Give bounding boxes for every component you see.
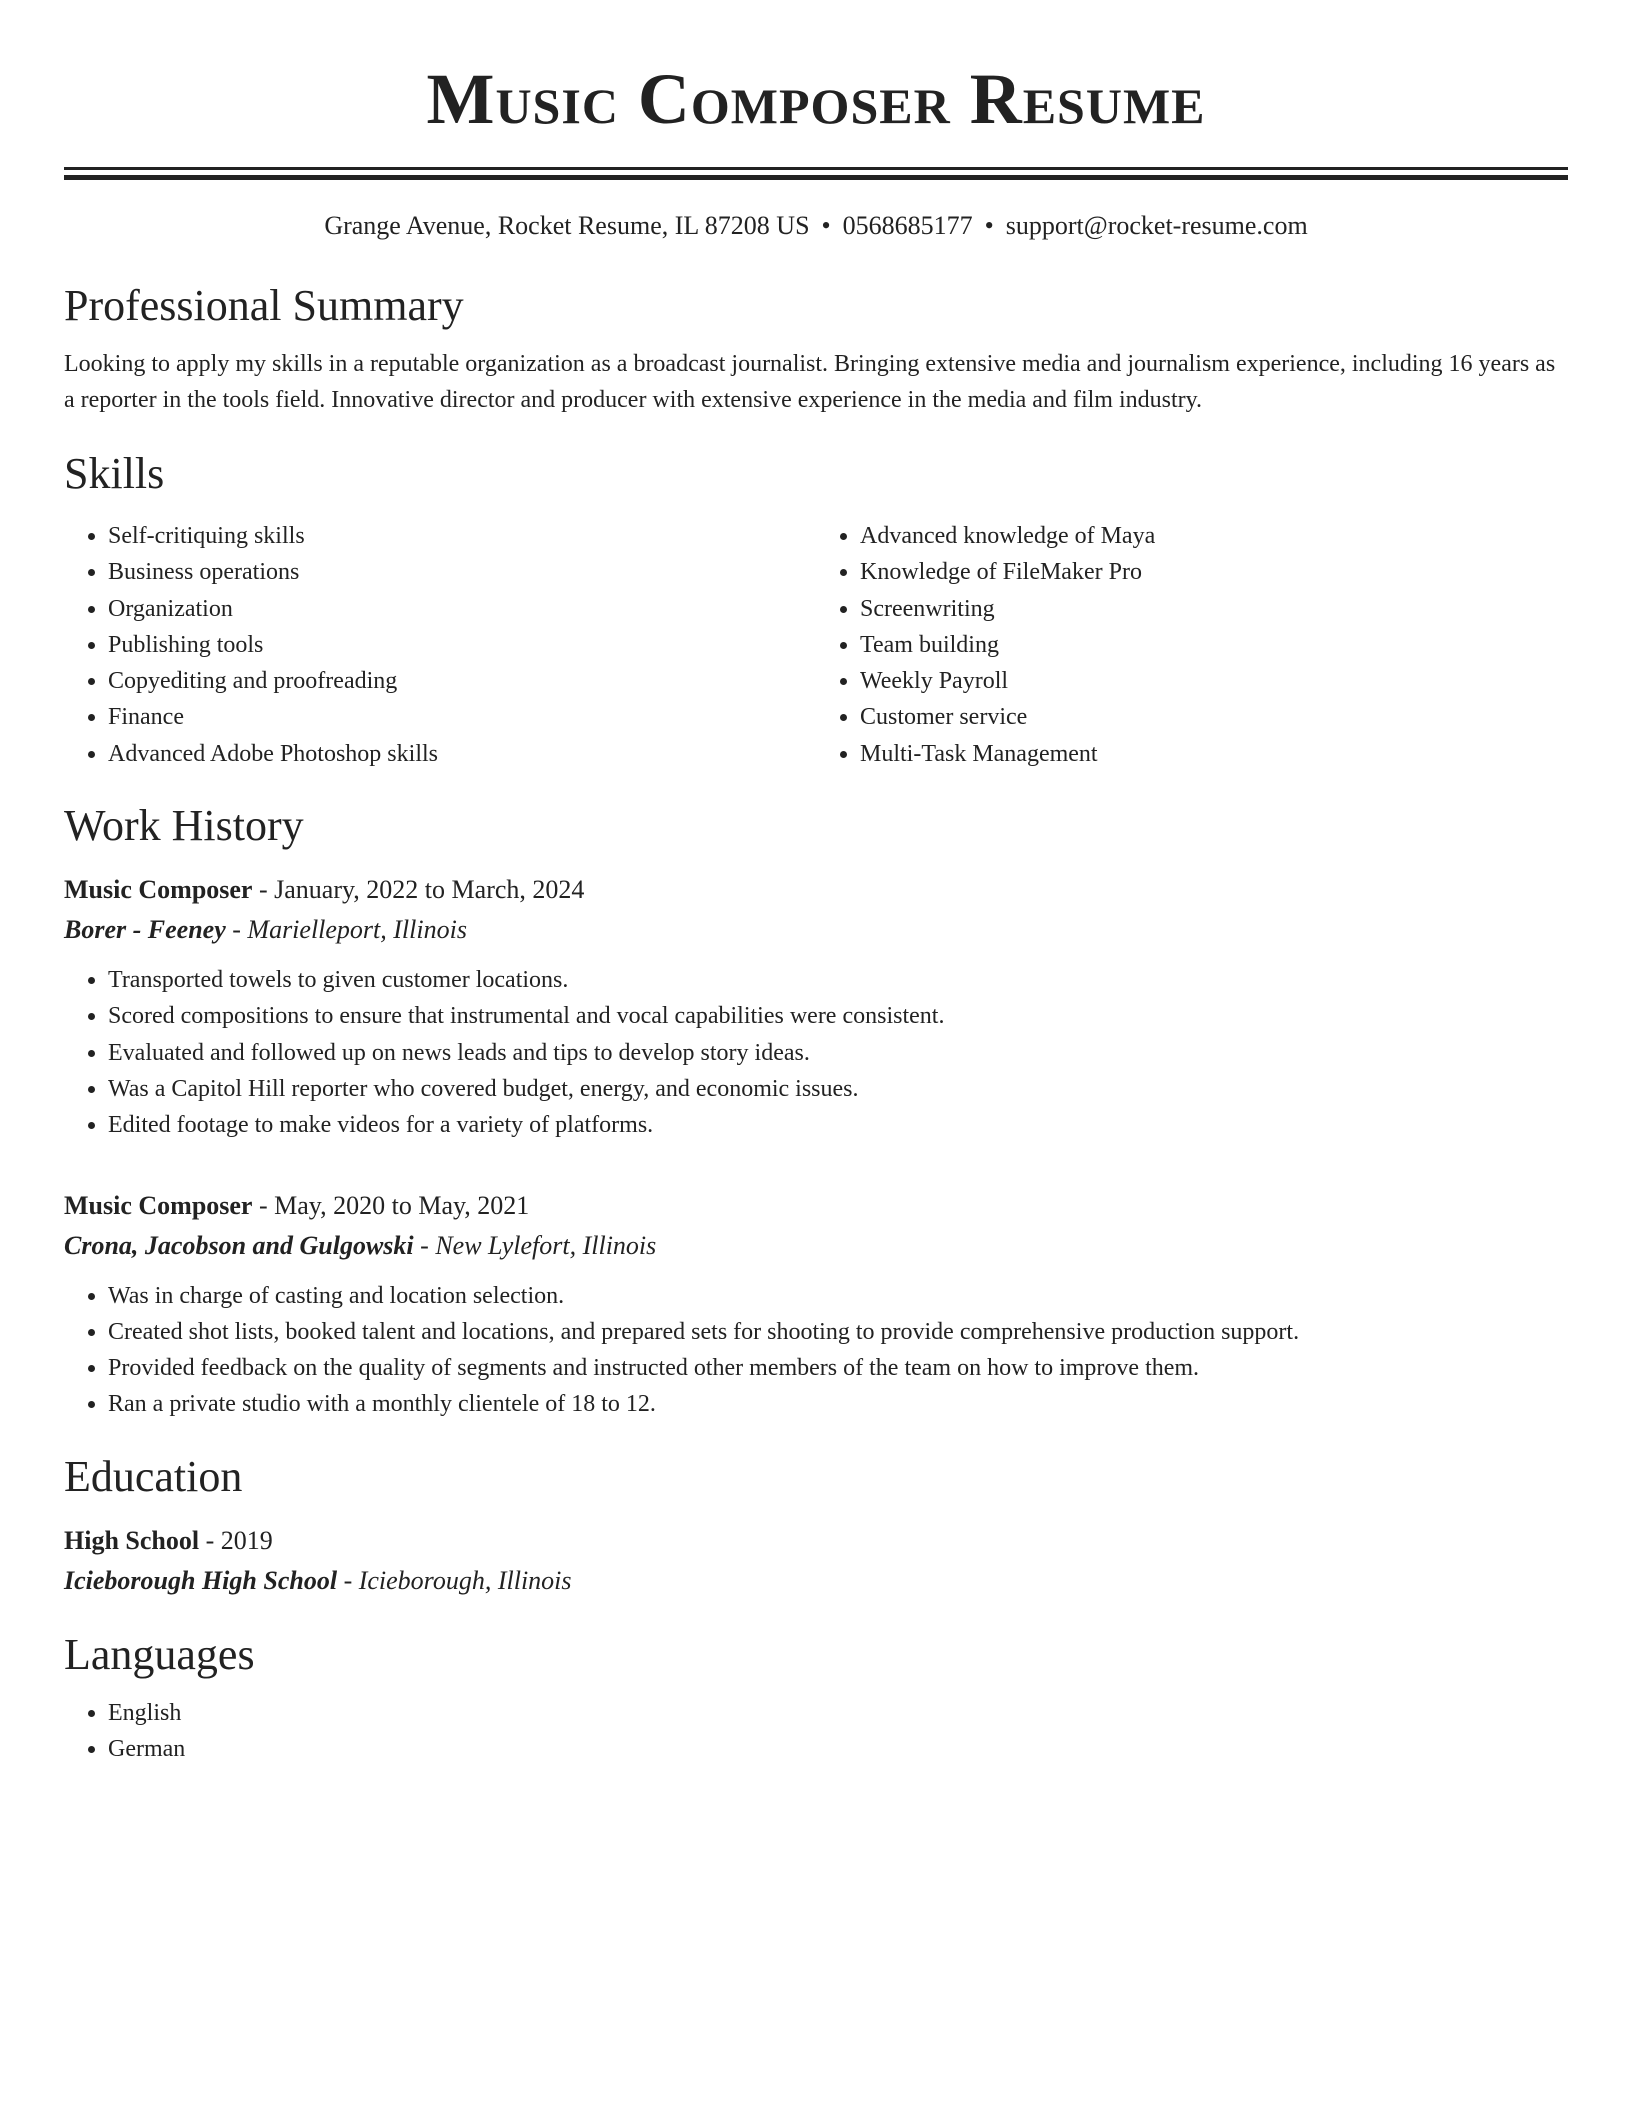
skills-list-left — [64, 518, 816, 772]
job-company: Borer - Feeney — [64, 915, 226, 945]
skill-item: • Advanced Adobe Photoshop skills — [108, 736, 816, 772]
languages-heading: Languages — [64, 1629, 255, 1679]
education-section — [64, 1451, 1568, 1601]
job-entry — [64, 1186, 1568, 1423]
skill-item: • Business operations — [108, 554, 816, 590]
skills-list-right — [816, 518, 1568, 772]
job-bullet: • Transported towels to given customer locations. — [108, 962, 1568, 998]
job-entry — [64, 870, 1568, 1143]
skill-item: • Multi-Task Management — [860, 736, 1568, 772]
education-school: Icieborough High School — [64, 1565, 338, 1595]
skill-item: • Customer service — [860, 699, 1568, 735]
education-degree-line — [64, 1521, 1568, 1561]
contact-email: support@rocket-resume.com — [1005, 211, 1308, 240]
language-item: • English — [108, 1695, 1568, 1731]
job-bullet: • Scored compositions to ensure that instrumental and vocal capabilities were consistent. — [108, 998, 1568, 1034]
skill-item: • Copyediting and proofreading — [108, 663, 816, 699]
skill-item: • Publishing tools — [108, 627, 816, 663]
job-bullet: • Provided feedback on the quality of segments and instructed other members of the team on how to improve them. — [108, 1350, 1568, 1386]
summary-text: Looking to apply my skills in a reputable organization as a broadcast journalist. Bringing extensive media and journalism experience, including 16 years as a reporter in the tools field. Innovative director and producer with extensive experience in the media and film industry. — [64, 351, 1556, 413]
skill-item: • Knowledge of FileMaker Pro — [860, 554, 1568, 590]
skills-grid — [64, 518, 1568, 772]
skill-item: • Team building — [860, 627, 1568, 663]
job-bullet: • Edited footage to make videos for a variety of platforms. — [108, 1107, 1568, 1143]
job-company-line — [64, 1226, 1568, 1266]
contact-line — [64, 210, 1568, 242]
job-location: - New Lylefort, Illinois — [413, 1230, 657, 1260]
skill-item: • Self-critiquing skills — [108, 518, 816, 554]
contact-separator: • — [821, 211, 831, 240]
job-title-line — [64, 870, 1568, 910]
job-bullets — [64, 1278, 1568, 1423]
education-year: - 2019 — [199, 1525, 273, 1555]
work-history-section — [64, 800, 1568, 1423]
resume-title: Music Composer Resume — [426, 59, 1206, 139]
job-title: Music Composer — [64, 1190, 253, 1220]
skill-item: • Screenwriting — [860, 591, 1568, 627]
education-location: - Icieborough, Illinois — [337, 1565, 572, 1595]
summary-section — [64, 280, 1568, 418]
job-title-line — [64, 1186, 1568, 1226]
education-school-line — [64, 1561, 1568, 1601]
languages-section — [64, 1629, 1568, 1768]
language-item: • German — [108, 1731, 1568, 1767]
summary-heading: Professional Summary — [64, 281, 464, 330]
languages-list — [64, 1695, 1568, 1768]
skill-item: • Weekly Payroll — [860, 663, 1568, 699]
job-dates: - January, 2022 to March, 2024 — [252, 875, 585, 905]
contact-phone: 0568685177 — [842, 211, 973, 240]
job-bullet: • Was in charge of casting and location selection. — [108, 1278, 1568, 1314]
work-history-heading: Work History — [64, 801, 304, 851]
skill-item: • Advanced knowledge of Maya — [860, 518, 1568, 554]
skill-item: • Finance — [108, 699, 816, 735]
job-bullet: • Evaluated and followed up on news leads and tips to develop story ideas. — [108, 1035, 1568, 1071]
job-company-line — [64, 910, 1568, 950]
job-bullet: • Was a Capitol Hill reporter who covered budget, energy, and economic issues. — [108, 1071, 1568, 1107]
job-location: - Marielleport, Illinois — [225, 915, 467, 945]
job-company: Crona, Jacobson and Gulgowski — [64, 1230, 414, 1260]
contact-address: Grange Avenue, Rocket Resume, IL 87208 US — [324, 211, 810, 240]
contact-separator: • — [984, 211, 994, 240]
job-bullet: • Created shot lists, booked talent and locations, and prepared sets for shooting to provide comprehensive production support. — [108, 1314, 1568, 1350]
education-degree: High School — [64, 1525, 200, 1555]
skill-item: • Organization — [108, 591, 816, 627]
job-title: Music Composer — [64, 875, 253, 905]
job-bullet: • Ran a private studio with a monthly clientele of 18 to 12. — [108, 1386, 1568, 1422]
title-double-rule — [64, 167, 1568, 180]
skills-section — [64, 448, 1568, 772]
skills-heading: Skills — [64, 449, 165, 498]
job-bullets — [64, 962, 1568, 1143]
job-dates: - May, 2020 to May, 2021 — [252, 1190, 530, 1220]
education-heading: Education — [64, 1451, 243, 1501]
